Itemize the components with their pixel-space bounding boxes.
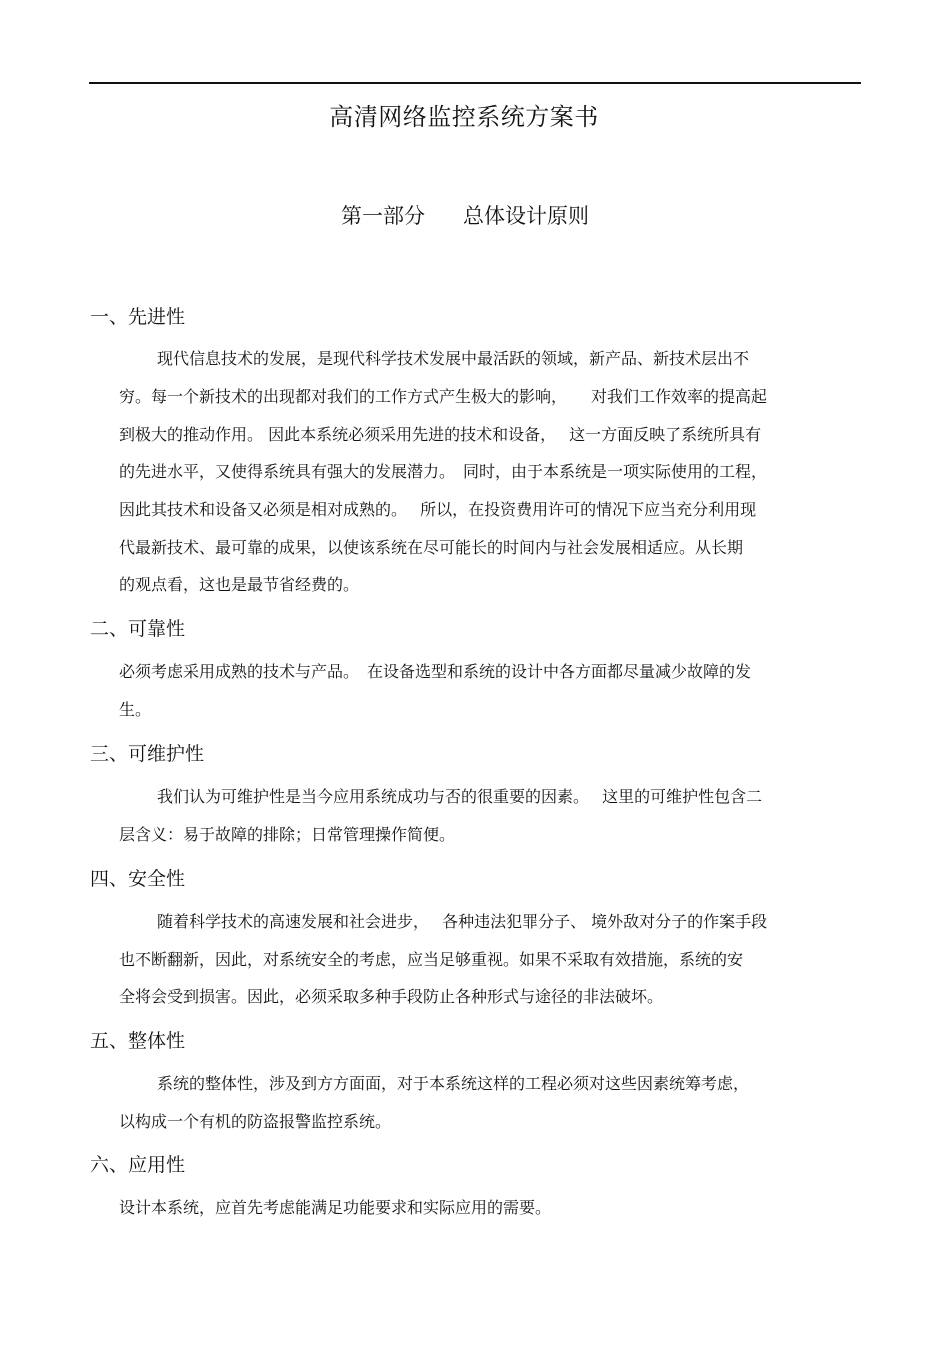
- paragraph-line: 随着科学技术的高速发展和社会进步， 各种违法犯罪分子、 境外敌对分子的作案手段: [157, 912, 768, 931]
- paragraph-line: 系统的整体性，涉及到方方面面，对于本系统这样的工程必须对这些因素统筹考虑，: [157, 1074, 750, 1093]
- paragraph-line: 的先进水平，又使得系统具有强大的发展潜力。 同时，由于本系统是一项实际使用的工程，: [119, 462, 768, 481]
- paragraph-line: 层含义：易于故障的排除；日常管理操作简便。: [119, 825, 456, 844]
- paragraph-line: 因此其技术和设备又必须是相对成熟的。 所以，在投资费用许可的情况下应当充分利用现: [119, 500, 757, 519]
- paragraph-line: 的观点看，这也是最节省经费的。: [119, 575, 360, 594]
- section-heading: 六、应用性: [90, 1154, 186, 1176]
- section-heading: 二、可靠性: [90, 618, 186, 640]
- section-heading: 一、先进性: [90, 306, 186, 328]
- document-title: 高清网络监控系统方案书: [329, 103, 599, 131]
- part-title: [0, 200, 930, 232]
- paragraph-line: 必须考虑采用成熟的技术与产品。 在设备选型和系统的设计中各方面都尽量减少故障的发: [119, 662, 752, 681]
- paragraph-line: 穷。每一个新技术的出现都对我们的工作方式产生极大的影响， 对我们工作效率的提高起: [119, 387, 768, 406]
- paragraph-line: 我们认为可维护性是当今应用系统成功与否的很重要的因素。 这里的可维护性包含二: [157, 787, 763, 806]
- part-number: 第一部分: [341, 204, 425, 228]
- paragraph-line: 设计本系统，应首先考虑能满足功能要求和实际应用的需要。: [119, 1198, 552, 1217]
- paragraph-line: 代最新技术、最可靠的成果，以使该系统在尽可能长的时间内与社会发展相适应。从长期: [119, 538, 744, 557]
- part-name: 总体设计原则: [463, 204, 589, 228]
- paragraph-line: 也不断翻新，因此，对系统安全的考虑，应当足够重视。如果不采取有效措施，系统的安: [119, 950, 744, 969]
- paragraph-line: 到极大的推动作用。 因此本系统必须采用先进的技术和设备， 这一方面反映了系统所具有: [119, 425, 762, 444]
- section-heading: 四、安全性: [90, 868, 186, 890]
- paragraph-line: 以构成一个有机的防盗报警监控系统。: [119, 1112, 392, 1131]
- header-rule: [89, 82, 861, 84]
- section-heading: 三、可维护性: [90, 743, 205, 765]
- paragraph-line: 生。: [119, 700, 152, 719]
- section-heading: 五、整体性: [90, 1030, 186, 1052]
- paragraph-line: 现代信息技术的发展，是现代科学技术发展中最活跃的领域，新产品、新技术层出不: [157, 349, 750, 368]
- paragraph-line: 全将会受到损害。因此，必须采取多种手段防止各种形式与途径的非法破坏。: [119, 987, 664, 1006]
